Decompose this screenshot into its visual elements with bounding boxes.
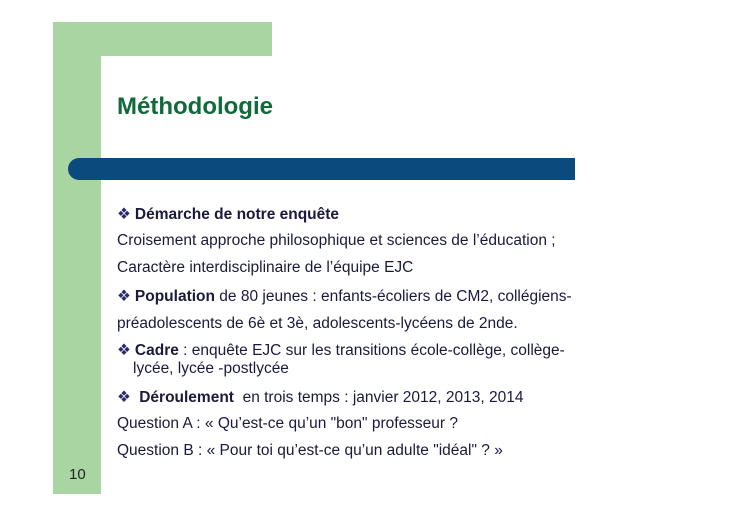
text-line: Question A : « Qu’est-ce qu’un "bon" professeur ? <box>117 415 459 432</box>
page-number: 10 <box>69 466 86 483</box>
diamond-bullet-icon: ❖ <box>117 389 131 406</box>
bullet-item <box>117 388 523 407</box>
diamond-bullet-icon: ❖ <box>117 342 131 359</box>
bullet-item <box>117 341 565 360</box>
bullet-heading: Démarche de notre enquête <box>134 206 340 223</box>
diamond-bullet-icon: ❖ <box>117 288 131 305</box>
decor-green-sidebar <box>53 22 101 494</box>
bullet-item <box>117 205 339 224</box>
bullet-item <box>117 287 572 306</box>
text-line: Croisement approche philosophique et sciences de l’éducation ; <box>117 232 556 249</box>
bullet-text: de 80 jeunes : enfants-écoliers de CM2, collégiens- <box>214 288 572 305</box>
text-line-continuation: lycée, lycée -postlycée <box>133 360 289 377</box>
text-line: Question B : « Pour toi qu’est-ce qu’un adulte "idéal" ? » <box>117 442 503 459</box>
bullet-text: : enquête EJC sur les transitions école-collège, collège- <box>178 342 565 359</box>
bullet-heading: Déroulement <box>139 389 234 406</box>
text-line: préadolescents de 6è et 3è, adolescents-lycéens de 2nde. <box>117 315 518 332</box>
bullet-heading: Population <box>134 288 215 305</box>
slide-title: Méthodologie <box>117 93 273 120</box>
diamond-bullet-icon: ❖ <box>117 206 131 223</box>
decor-blue-bar <box>68 158 575 180</box>
bullet-heading: Cadre <box>134 342 179 359</box>
bullet-text: en trois temps : janvier 2012, 2013, 2014 <box>233 389 524 406</box>
text-line: Caractère interdisciplinaire de l’équipe EJC <box>117 259 414 276</box>
